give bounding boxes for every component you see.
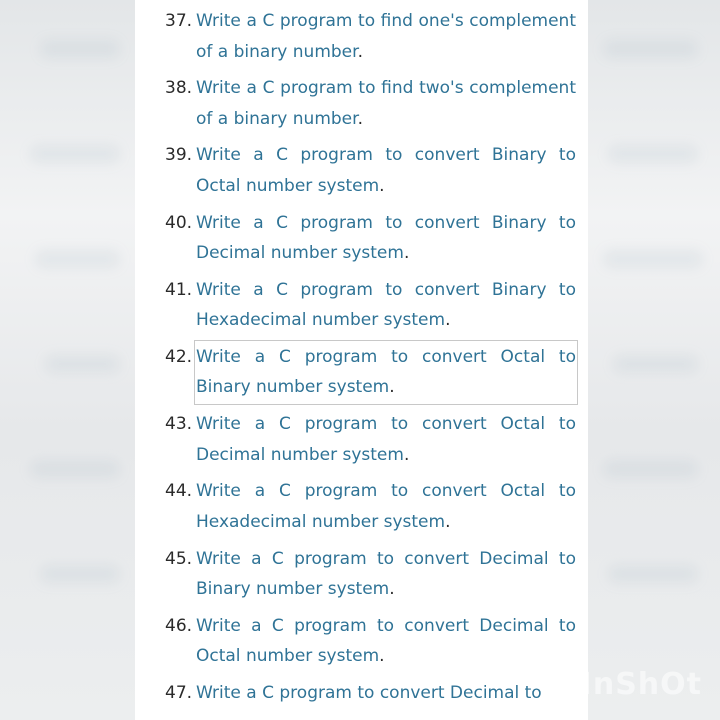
item-number: 41. [165, 279, 193, 300]
item-number: 38. [165, 78, 193, 99]
blurred-background-left [0, 0, 135, 720]
exercise-link[interactable]: Write a C program to convert Binary to Decimal number system. [196, 212, 576, 264]
list-item [135, 6, 588, 73]
item-number: 40. [165, 212, 193, 233]
item-number: 42. [165, 346, 193, 367]
item-number: 46. [165, 615, 193, 636]
blurred-background-right [588, 0, 720, 720]
item-number: 39. [165, 145, 193, 166]
exercise-link[interactable]: Write a C program to convert Decimal to Binary number system. [196, 548, 576, 599]
exercise-link[interactable]: Write a C program to convert Binary to Octal number system. [196, 145, 576, 196]
exercise-link[interactable]: Write a C program to convert Decimal to Octal number system. [196, 615, 576, 667]
exercise-list [135, 6, 588, 720]
list-item-focused [135, 342, 588, 409]
item-number: 37. [165, 11, 193, 31]
exercise-link[interactable]: Write a C program to convert Octal to Binary number system. [196, 342, 576, 403]
list-item [135, 678, 588, 720]
exercise-link[interactable]: Write a C program to convert Decimal to [196, 682, 542, 703]
list-item [135, 73, 588, 140]
list-item [135, 611, 588, 678]
list-item [135, 275, 588, 342]
item-number: 44. [165, 481, 193, 502]
list-item [135, 140, 588, 207]
list-item [135, 544, 588, 611]
list-item [135, 208, 588, 275]
item-number: 47. [165, 682, 193, 703]
list-item [135, 409, 588, 476]
item-number: 43. [165, 414, 193, 435]
exercise-page [135, 0, 588, 720]
exercise-link[interactable]: Write a C program to find one's complement of a binary number. [196, 11, 576, 62]
list-item [135, 476, 588, 543]
exercise-link[interactable]: Write a C program to convert Binary to Hexadecimal number system. [196, 279, 576, 331]
exercise-link[interactable]: Write a C program to convert Octal to Decimal number system. [196, 414, 576, 465]
exercise-link[interactable]: Write a C program to find two's complement of a binary number. [196, 78, 576, 129]
watermark-logo: InShOt [580, 667, 702, 702]
exercise-link[interactable]: Write a C program to convert Octal to Hexadecimal number system. [196, 481, 576, 532]
item-number: 45. [165, 548, 193, 569]
